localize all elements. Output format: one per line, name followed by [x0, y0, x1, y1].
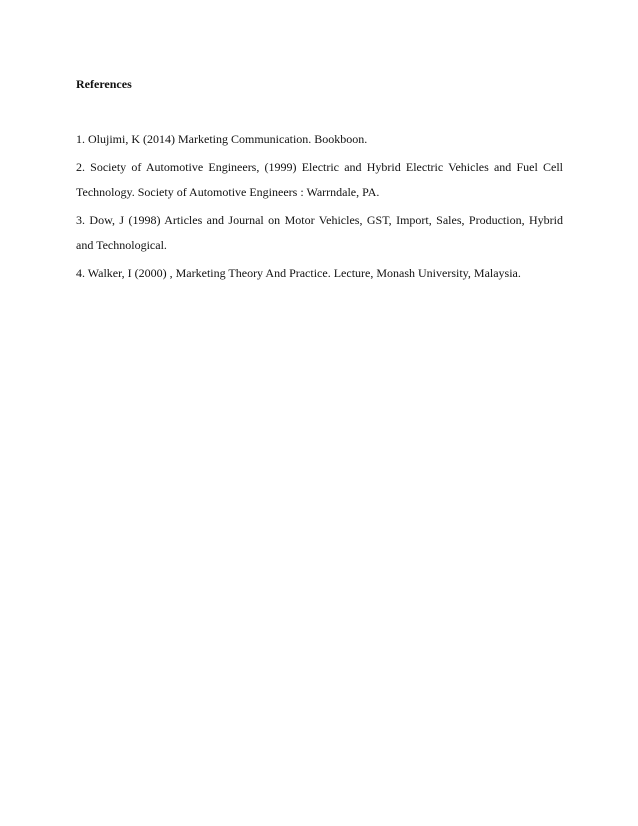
references-list	[76, 127, 563, 289]
reference-item-2: 2. Society of Automotive Engineers, (1999) Electric and Hybrid Electric Vehicles and Fuel Cell Technology. Society of Automotive Engineers : Warrndale, PA.	[76, 160, 563, 199]
reference-item-3: 3. Dow, J (1998) Articles and Journal on Motor Vehicles, GST, Import, Sales, Production, Hybrid and Technological.	[76, 213, 563, 252]
reference-item-1: 1. Olujimi, K (2014) Marketing Communication. Bookboon.	[76, 132, 368, 146]
reference-item-4: 4. Walker, I (2000) , Marketing Theory And Practice. Lecture, Monash University, Malaysia.	[76, 266, 521, 280]
references-heading: References	[76, 77, 132, 91]
